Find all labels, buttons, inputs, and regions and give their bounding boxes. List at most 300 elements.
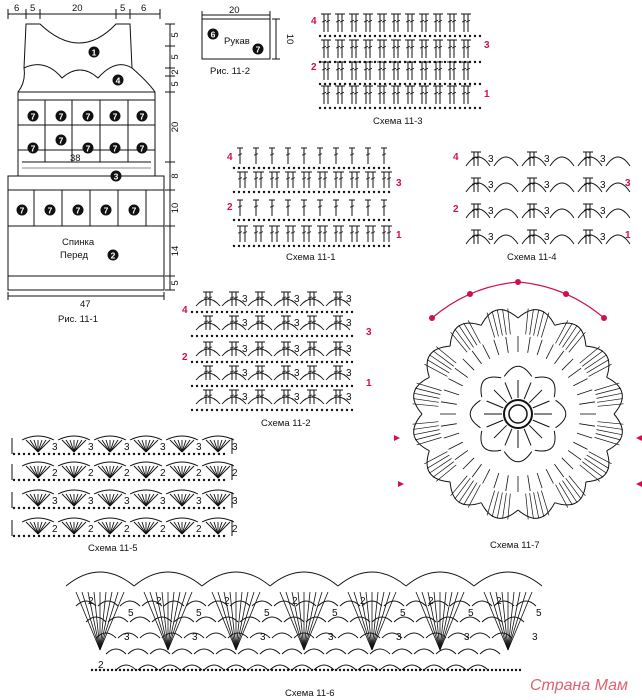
chain-mark [247,669,249,671]
spoke-mark [505,429,512,446]
ring-stitch-mark [483,469,490,483]
chain-mark [191,385,193,387]
chain-mark [158,507,160,509]
chain-arc-mark [348,649,368,654]
chain-mark [203,669,205,671]
chain-mark [167,669,169,671]
chain-mark [183,479,185,481]
chain-mark [43,453,45,455]
chain-mark [193,453,195,455]
chain-mark [326,361,328,363]
fan-stitch-mark [102,466,110,478]
fan-stitch-mark [66,522,74,534]
motif-marker-label: 7 [139,111,145,122]
chain-mark [331,409,333,411]
chain-arc-mark [108,617,128,622]
chain-mark [261,409,263,411]
count-label: 3 [160,496,166,507]
fan-stitch-mark [414,430,440,435]
chain-mark [339,35,341,37]
chain-mark [483,669,485,671]
chain-mark [218,479,220,481]
chain-arc-mark [206,633,226,638]
chain-mark [339,107,341,109]
chain-arc-mark [424,665,444,670]
chain-mark [316,335,318,337]
chain-mark [13,453,15,455]
chain-mark [108,535,110,537]
chain-mark [119,669,121,671]
count-label: 3 [242,368,248,379]
chain-mark [276,409,278,411]
chain-mark [339,669,341,671]
chain-mark [373,167,375,169]
chain-mark [306,335,308,337]
chain-arc-mark [22,462,54,466]
chain-mark [191,335,193,337]
chain-mark [318,245,320,247]
chain-mark [251,669,253,671]
motif-marker-label: 7 [30,111,36,122]
chain-mark [256,361,258,363]
chain-mark [148,479,150,481]
chain-mark [139,669,141,671]
chain-mark [343,191,345,193]
chain-mark [263,167,265,169]
ring-stitch-mark [528,337,531,353]
chain-mark [379,83,381,85]
chain-mark [236,385,238,387]
chain-mark [173,507,175,509]
red-join-mark [515,279,521,285]
red-arrow-mark [394,435,400,441]
chain-mark [48,535,50,537]
chain-mark [306,361,308,363]
center-ring-mark [504,400,532,428]
chain-mark [383,245,385,247]
label-front: Перед [60,250,89,261]
fan-stitch-mark [138,522,146,534]
chain-mark [495,669,497,671]
chain-mark [371,669,373,671]
ring-stitch-mark [449,442,463,449]
chain-mark [271,311,273,313]
chain-mark [351,409,353,411]
chain-arc-mark [404,633,424,638]
ring-stitch-mark [441,424,457,427]
count-label: 3 [196,442,202,453]
chain-mark [103,535,105,537]
chain-mark [266,385,268,387]
chain-mark [336,361,338,363]
chain-mark [353,167,355,169]
count-label: 2 [196,524,202,535]
chain-mark [73,453,75,455]
chain-arc-mark [304,649,324,654]
chain-mark [336,311,338,313]
chain-mark [226,385,228,387]
chain-mark [348,167,350,169]
count-label: 3 [294,344,300,355]
chain-mark [338,191,340,193]
chain-arc-mark [606,157,630,166]
chain-mark [191,669,193,671]
motif-marker-label: 7 [85,111,91,122]
chain-mark [266,311,268,313]
chain-mark [363,219,365,221]
chain-mark [183,535,185,537]
chain-mark [311,311,313,313]
chain-mark [288,245,290,247]
chain-mark [268,245,270,247]
chain-mark [246,385,248,387]
chain-arc-mark [58,436,90,440]
chain-mark [318,219,320,221]
figure-11-2-caption: Рис. 11-2 [210,66,250,77]
count-label: 3 [346,344,352,355]
count-label: 3 [294,294,300,305]
count-label: 3 [544,154,550,165]
fan-stitch-mark [30,522,38,534]
chain-mark [353,219,355,221]
chain-mark [311,409,313,411]
chain-mark [143,535,145,537]
chain-mark [403,669,405,671]
chain-arc-mark [22,436,54,440]
chain-mark [261,385,263,387]
chain-arc-mark [216,649,236,654]
chain-mark [439,83,441,85]
chain-mark [276,335,278,337]
chain-mark [148,453,150,455]
chain-mark [33,453,35,455]
chain-mark [334,83,336,85]
chain-mark [288,219,290,221]
chain-mark [474,35,476,37]
chain-mark [68,453,70,455]
chain-arc-mark [282,649,302,654]
red-join-mark [467,291,473,297]
ring-stitch-mark [455,450,468,459]
chain-mark [63,535,65,537]
chain-mark [266,335,268,337]
chain-mark [359,35,361,37]
chain-mark [208,479,210,481]
chain-mark [131,669,133,671]
chain-arc-mark [196,349,220,356]
chain-mark [223,669,225,671]
fan-stitch-mark [102,522,110,534]
chain-mark [95,669,97,671]
chain-mark [78,479,80,481]
ring-stitch-mark [554,351,563,364]
chain-mark [127,669,129,671]
chain-mark [208,535,210,537]
chain-mark [378,245,380,247]
chain-mark [263,245,265,247]
chain-mark [153,507,155,509]
chain-mark [238,219,240,221]
chain-mark [243,245,245,247]
ring-stitch-mark [483,345,490,359]
chain-arc-mark [458,649,478,654]
chain-mark [28,535,30,537]
chain-mark [429,35,431,37]
chain-mark [363,669,365,671]
chain-mark [93,453,95,455]
chain-mark [306,385,308,387]
chain-mark [429,61,431,63]
chain-mark [467,669,469,671]
chain-mark [389,83,391,85]
chain-mark [287,669,289,671]
chain-mark [258,245,260,247]
count-label: 3 [600,232,606,243]
chain-mark [268,167,270,169]
chain-mark [343,219,345,221]
chain-mark [359,669,361,671]
motif-marker-label: 7 [255,44,261,55]
chain-mark [313,245,315,247]
chain-mark [378,191,380,193]
chain-mark [355,669,357,671]
chain-mark [311,335,313,337]
chain-mark [341,311,343,313]
row-number: 3 [366,327,372,338]
count-label: 3 [52,496,58,507]
chain-mark [351,385,353,387]
chain-mark [266,361,268,363]
chain-arc-mark [248,323,272,330]
ring-stitch-mark [506,475,509,491]
chain-mark [248,191,250,193]
chain-mark [143,479,145,481]
chain-mark [88,507,90,509]
chain-mark [383,669,385,671]
dim-top-4: 5 [120,3,126,14]
count-label: 3 [242,392,248,403]
chain-mark [123,507,125,509]
spoke-mark [529,425,542,438]
chain-mark [206,409,208,411]
chain-mark [278,167,280,169]
chain-mark [391,669,393,671]
chain-mark [43,479,45,481]
chain-mark [449,35,451,37]
fan-stitch-mark [534,492,539,518]
chain-mark [216,335,218,337]
chain-mark [273,219,275,221]
chain-mark [168,453,170,455]
chain-mark [364,35,366,37]
chain-mark [341,385,343,387]
chain-mark [158,479,160,481]
chain-mark [163,507,165,509]
chain-mark [211,361,213,363]
chain-mark [258,167,260,169]
chain-mark [163,479,165,481]
chain-mark [267,669,269,671]
count-label: 2 [88,468,94,479]
fan-stitch-mark [102,440,110,452]
chain-mark [211,409,213,411]
chain-mark [328,219,330,221]
count-label: 3 [196,496,202,507]
count-label: 5 [264,608,270,619]
count-label: 2 [292,596,298,607]
red-arrow-mark [398,481,404,487]
motif-marker-label: 6 [210,29,216,40]
chain-mark [188,453,190,455]
chain-arc-mark [248,373,272,380]
chain-mark [423,669,425,671]
chain-mark [311,361,313,363]
fan-stitch-mark [174,494,182,506]
chain-arc-mark [494,157,518,166]
fan-stitch-mark [372,592,396,650]
chain-mark [133,479,135,481]
scheme-11-4-caption: Схема 11-4 [507,252,557,263]
count-label: 5 [468,608,474,619]
chain-arc-mark [202,462,234,466]
chain-arc-mark [150,649,170,654]
chain-arc-mark [406,572,474,586]
dim-top-3: 20 [72,3,83,14]
chain-mark [475,669,477,671]
count-label: 2 [496,596,502,607]
chain-mark [463,669,465,671]
chain-mark [434,35,436,37]
chain-arc-mark [128,649,148,654]
fan-stitch-mark [440,592,452,650]
chain-mark [118,479,120,481]
chain-mark [375,669,377,671]
chain-arc-mark [338,633,358,638]
chain-arc-mark [186,601,206,606]
chain-mark [444,83,446,85]
chain-mark [341,335,343,337]
count-label: 3 [544,206,550,217]
chain-mark [43,535,45,537]
chain-mark [188,507,190,509]
count-label: 3 [600,180,606,191]
chain-mark [469,83,471,85]
dim-top-2: 5 [30,3,36,14]
chain-mark [424,107,426,109]
chain-mark [321,311,323,313]
chain-mark [298,245,300,247]
chain-arc-mark [196,323,220,330]
count-label: 3 [544,232,550,243]
chain-mark [13,535,15,537]
chain-arc-mark [336,665,356,670]
chain-mark [363,167,365,169]
chain-mark [286,335,288,337]
chain-mark [223,507,225,509]
chain-arc-mark [66,572,134,586]
fan-stitch-mark [66,440,74,452]
chain-mark [33,479,35,481]
chain-mark [328,191,330,193]
chain-mark [321,361,323,363]
chain-mark [394,107,396,109]
fan-stitch-mark [534,310,539,336]
chain-mark [394,35,396,37]
ring-stitch-mark [579,402,595,405]
scheme-11-4 [453,152,631,244]
ring-stitch-mark [562,458,573,469]
chain-mark [404,35,406,37]
chain-mark [316,361,318,363]
chain-mark [203,535,205,537]
fan-stitch-mark [530,493,534,519]
count-label: 2 [124,524,130,535]
ring-stitch-mark [463,359,474,370]
chain-arc-mark [130,490,162,494]
chain-arc-mark [22,490,54,494]
chain-mark [248,167,250,169]
chain-mark [399,83,401,85]
count-label: 3 [260,632,266,643]
chain-mark [175,669,177,671]
chain-mark [471,669,473,671]
chain-mark [353,191,355,193]
chain-mark [429,107,431,109]
chain-mark [291,311,293,313]
count-label: 5 [332,608,338,619]
chain-mark [128,479,130,481]
chain-mark [83,535,85,537]
chain-mark [333,191,335,193]
chain-mark [211,385,213,387]
ring-stitch-mark [537,340,542,355]
chain-arc-mark [130,462,162,466]
chain-mark [23,453,25,455]
chain-arc-mark [550,157,574,166]
chain-mark [369,35,371,37]
motif-marker-label: 7 [103,205,109,216]
chain-mark [379,35,381,37]
dim-right-3: 2 [170,69,181,75]
chain-arc-mark [300,349,324,356]
chain-mark [334,35,336,37]
row-number: 4 [227,152,233,163]
count-label: 3 [242,318,248,329]
chain-mark [491,669,493,671]
chain-mark [318,191,320,193]
chain-mark [151,669,153,671]
dim-top-1: 6 [14,3,20,14]
chain-arc-mark [202,490,234,494]
chain-mark [278,245,280,247]
chain-mark [336,409,338,411]
chain-mark [469,107,471,109]
chain-mark [221,385,223,387]
ring-stitch-mark [562,359,573,370]
chain-mark [266,409,268,411]
chain-mark [246,311,248,313]
chain-mark [253,245,255,247]
chain-arc-mark [248,349,272,356]
chain-arc-mark [202,436,234,440]
chain-mark [331,335,333,337]
chain-mark [218,535,220,537]
chain-mark [358,191,360,193]
chain-arc-mark [438,617,458,622]
chain-mark [258,191,260,193]
chain-mark [414,35,416,37]
count-label: 3 [294,392,300,403]
